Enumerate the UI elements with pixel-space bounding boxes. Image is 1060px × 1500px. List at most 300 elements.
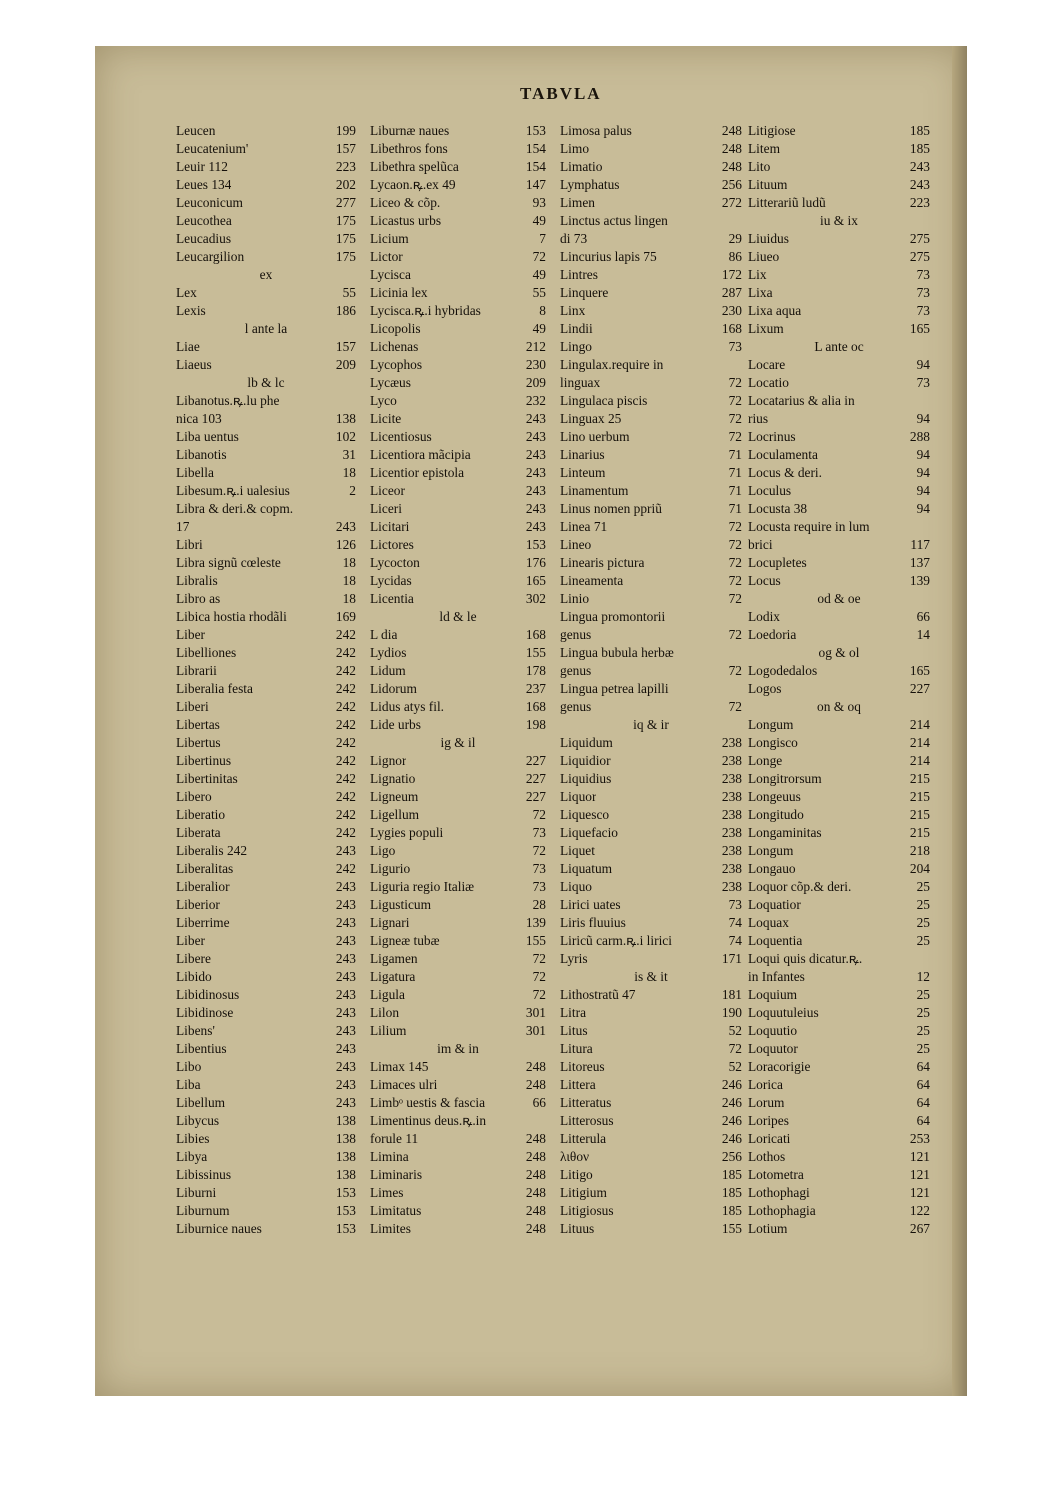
index-entry	[560, 392, 742, 410]
index-entry	[748, 374, 930, 392]
entry-page-number: 243	[525, 429, 546, 444]
entry-term: Libidinose	[176, 1005, 234, 1020]
entry-page-number: 153	[525, 123, 546, 138]
entry-page-number: 73	[916, 303, 930, 318]
entry-term: Libanotus.ꝶ.lu phe	[176, 393, 280, 408]
entry-term: Linus nomen ppriũ	[560, 501, 662, 516]
entry-page-number: 218	[909, 843, 930, 858]
index-entry	[176, 248, 356, 266]
index-column-4	[748, 122, 930, 1238]
entry-term: Lituum	[748, 177, 788, 192]
entry-term: Liceor	[370, 483, 405, 498]
entry-term: Libya	[176, 1149, 208, 1164]
index-entry	[748, 302, 930, 320]
index-entry	[176, 878, 356, 896]
index-entry	[370, 680, 546, 698]
entry-page-number: 72	[728, 429, 742, 444]
entry-page-number: 243	[909, 177, 930, 192]
entry-term: Loquax	[748, 915, 789, 930]
entry-term: Lycocton	[370, 555, 420, 570]
entry-term: Leucen	[176, 123, 216, 138]
entry-term: Lineo	[560, 537, 592, 552]
entry-page-number: 55	[342, 285, 356, 300]
index-entry	[748, 122, 930, 140]
entry-page-number: 242	[335, 735, 356, 750]
entry-term: Libelliones	[176, 645, 237, 660]
entry-term: Lyris	[560, 951, 588, 966]
entry-page-number: 243	[335, 1041, 356, 1056]
entry-term: Ligusticum	[370, 897, 431, 912]
index-entry	[176, 914, 356, 932]
entry-term: Lixa	[748, 285, 773, 300]
entry-page-number: 253	[909, 1131, 930, 1146]
entry-term: Linarius	[560, 447, 605, 462]
index-entry	[370, 140, 546, 158]
entry-term: Lignari	[370, 915, 410, 930]
entry-page-number: 230	[525, 357, 546, 372]
section-heading	[748, 698, 930, 716]
index-entry	[748, 1094, 930, 1112]
entry-page-number: 238	[721, 825, 742, 840]
entry-term: Lilon	[370, 1005, 400, 1020]
entry-page-number: 12	[916, 969, 930, 984]
entry-term: Libralis	[176, 573, 218, 588]
entry-term: Libentius	[176, 1041, 227, 1056]
entry-page-number: 72	[728, 411, 742, 426]
entry-term: Litigiose	[748, 123, 796, 138]
entry-term: Lycisca.ꝶ.i hybridas	[370, 303, 481, 318]
index-entry	[176, 698, 356, 716]
entry-term: Litteratus	[560, 1095, 612, 1110]
entry-term: Lingua promontorii	[560, 609, 666, 624]
index-entry	[560, 356, 742, 374]
entry-term: Lide urbs	[370, 717, 421, 732]
entry-term: Leucothea	[176, 213, 232, 228]
entry-term: Liba	[176, 1077, 201, 1092]
entry-term: Loquatior	[748, 897, 801, 912]
entry-term: Liberrime	[176, 915, 230, 930]
entry-term: Limbᵒ uestis & fascia	[370, 1095, 486, 1110]
entry-term: L ante oc	[814, 339, 864, 354]
entry-term: Liquefacio	[560, 825, 618, 840]
index-entry	[560, 266, 742, 284]
index-entry	[560, 140, 742, 158]
entry-page-number: 246	[721, 1113, 742, 1128]
entry-page-number: 168	[525, 699, 546, 714]
entry-term: Loracorigie	[748, 1059, 811, 1074]
entry-page-number: 256	[721, 177, 742, 192]
entry-page-number: 209	[525, 375, 546, 390]
entry-page-number: 71	[728, 501, 742, 516]
entry-page-number: 275	[909, 249, 930, 264]
index-entry	[748, 464, 930, 482]
entry-term: Liquidum	[560, 735, 613, 750]
entry-term: iu & ix	[820, 213, 858, 228]
entry-page-number: 248	[525, 1221, 546, 1236]
entry-term: og & ol	[818, 645, 860, 660]
entry-term: Lidum	[370, 663, 406, 678]
entry-term: Liguria regio Italiæ	[370, 879, 475, 894]
entry-term: Liberalitas	[176, 861, 234, 876]
entry-page-number: 248	[525, 1131, 546, 1146]
index-entry	[560, 986, 742, 1004]
entry-term: Licite	[370, 411, 402, 426]
index-entry	[370, 878, 546, 896]
entry-term: Liburnum	[176, 1203, 230, 1218]
entry-page-number: 243	[525, 447, 546, 462]
entry-page-number: 242	[335, 627, 356, 642]
index-entry	[748, 176, 930, 194]
index-column-3	[560, 122, 742, 1238]
index-entry	[176, 1076, 356, 1094]
entry-page-number: 138	[335, 1113, 356, 1128]
index-entry	[560, 1202, 742, 1220]
entry-page-number: 25	[916, 915, 930, 930]
index-entry	[560, 320, 742, 338]
entry-term: Libella	[176, 465, 214, 480]
index-entry	[748, 752, 930, 770]
entry-page-number: 72	[728, 519, 742, 534]
index-entry	[748, 284, 930, 302]
entry-page-number: 238	[721, 789, 742, 804]
entry-term: Locus & deri.	[748, 465, 823, 480]
entry-term: im & in	[437, 1041, 479, 1056]
index-entry	[560, 914, 742, 932]
entry-term: Lingulax.require in	[560, 357, 664, 372]
entry-term: Lixum	[748, 321, 784, 336]
entry-page-number: 256	[721, 1149, 742, 1164]
index-entry	[370, 1184, 546, 1202]
entry-page-number: 248	[525, 1077, 546, 1092]
index-entry	[176, 932, 356, 950]
entry-page-number: 238	[721, 771, 742, 786]
entry-term: Limitatus	[370, 1203, 422, 1218]
index-entry	[370, 788, 546, 806]
index-entry	[176, 752, 356, 770]
entry-page-number: 242	[335, 807, 356, 822]
index-entry	[370, 716, 546, 734]
entry-term: Libesum.ꝶ.i ualesius	[176, 483, 290, 498]
entry-page-number: 178	[525, 663, 546, 678]
index-entry	[176, 212, 356, 230]
entry-page-number: 185	[909, 141, 930, 156]
index-entry	[748, 482, 930, 500]
entry-page-number: 2	[349, 483, 356, 498]
entry-page-number: 227	[909, 681, 930, 696]
entry-term: Libies	[176, 1131, 210, 1146]
entry-page-number: 138	[335, 1149, 356, 1164]
entry-page-number: 243	[335, 951, 356, 966]
index-entry	[370, 1058, 546, 1076]
entry-page-number: 238	[721, 735, 742, 750]
entry-term: Litigium	[560, 1185, 607, 1200]
section-heading	[176, 320, 356, 338]
index-entry	[176, 410, 356, 428]
index-entry	[370, 284, 546, 302]
index-entry	[370, 338, 546, 356]
entry-page-number: 243	[335, 933, 356, 948]
entry-term: Loquutio	[748, 1023, 798, 1038]
index-entry	[748, 1184, 930, 1202]
index-entry	[560, 734, 742, 752]
entry-term: Lito	[748, 159, 771, 174]
index-entry	[176, 536, 356, 554]
index-entry	[748, 230, 930, 248]
index-entry	[748, 572, 930, 590]
index-entry	[176, 356, 356, 374]
index-entry	[176, 1004, 356, 1022]
entry-term: Libethros fons	[370, 141, 448, 156]
entry-page-number: 243	[335, 1023, 356, 1038]
index-entry	[370, 1094, 546, 1112]
entry-page-number: 7	[539, 231, 546, 246]
index-entry	[176, 950, 356, 968]
index-entry	[176, 158, 356, 176]
entry-term: Licitari	[370, 519, 410, 534]
index-entry	[560, 752, 742, 770]
index-entry	[176, 176, 356, 194]
index-entry	[748, 410, 930, 428]
index-entry	[370, 1112, 546, 1130]
entry-page-number: 277	[335, 195, 356, 210]
entry-term: Libere	[176, 951, 211, 966]
entry-page-number: 246	[721, 1131, 742, 1146]
entry-term: Lymphatus	[560, 177, 620, 192]
entry-term: is & it	[634, 969, 668, 984]
entry-term: Longeuus	[748, 789, 801, 804]
index-entry	[748, 806, 930, 824]
index-entry	[748, 536, 930, 554]
entry-page-number: 73	[728, 339, 742, 354]
entry-term: rius	[748, 411, 769, 426]
entry-term: Libens'	[176, 1023, 215, 1038]
index-entry	[370, 536, 546, 554]
index-entry	[748, 320, 930, 338]
index-entry	[748, 1166, 930, 1184]
index-entry	[370, 212, 546, 230]
entry-page-number: 243	[335, 897, 356, 912]
index-entry	[370, 428, 546, 446]
entry-page-number: 215	[909, 807, 930, 822]
entry-page-number: 73	[532, 825, 546, 840]
entry-page-number: 246	[721, 1095, 742, 1110]
index-entry	[560, 1184, 742, 1202]
index-entry	[370, 1166, 546, 1184]
index-entry	[560, 680, 742, 698]
index-entry	[748, 734, 930, 752]
entry-page-number: 248	[721, 159, 742, 174]
index-entry	[176, 590, 356, 608]
entry-term: lb & lc	[247, 375, 285, 390]
entry-page-number: 72	[532, 249, 546, 264]
entry-page-number: 242	[335, 681, 356, 696]
entry-term: Longitudo	[748, 807, 804, 822]
entry-term: Leucatenium'	[176, 141, 249, 156]
entry-page-number: 147	[525, 177, 546, 192]
index-entry	[560, 644, 742, 662]
index-entry	[560, 1130, 742, 1148]
index-entry	[748, 1202, 930, 1220]
index-entry	[176, 662, 356, 680]
index-entry	[176, 734, 356, 752]
entry-page-number: 243	[335, 987, 356, 1002]
entry-page-number: 214	[909, 735, 930, 750]
index-entry	[748, 878, 930, 896]
index-entry	[748, 1220, 930, 1238]
entry-page-number: 72	[728, 627, 742, 642]
index-entry	[176, 1040, 356, 1058]
entry-page-number: 190	[721, 1005, 742, 1020]
entry-page-number: 186	[335, 303, 356, 318]
entry-term: Lycaon.ꝶ.ex 49	[370, 177, 456, 192]
entry-term: ex	[259, 267, 273, 282]
index-entry	[748, 788, 930, 806]
entry-term: Lothophagia	[748, 1203, 816, 1218]
entry-page-number: 243	[335, 879, 356, 894]
entry-term: Longitrorsum	[748, 771, 822, 786]
index-entry	[748, 554, 930, 572]
index-entry	[370, 392, 546, 410]
entry-term: Lexis	[176, 303, 206, 318]
index-entry	[176, 446, 356, 464]
index-entry	[560, 554, 742, 572]
index-entry	[370, 842, 546, 860]
entry-term: Limatio	[560, 159, 603, 174]
entry-page-number: 237	[525, 681, 546, 696]
entry-term: Liquatum	[560, 861, 613, 876]
entry-term: Lincurius lapis 75	[560, 249, 657, 264]
index-entry	[370, 374, 546, 392]
section-heading	[370, 734, 546, 752]
index-entry	[560, 626, 742, 644]
entry-term: Liueo	[748, 249, 780, 264]
index-entry	[560, 1166, 742, 1184]
index-entry	[748, 932, 930, 950]
entry-term: Licinia lex	[370, 285, 428, 300]
entry-page-number: 86	[728, 249, 742, 264]
index-entry	[176, 1130, 356, 1148]
entry-term: nica 103	[176, 411, 222, 426]
entry-page-number: 94	[916, 411, 930, 426]
entry-page-number: 73	[916, 375, 930, 390]
entry-term: Libido	[176, 969, 212, 984]
entry-term: Lindii	[560, 321, 593, 336]
index-entry	[176, 986, 356, 1004]
entry-page-number: 275	[909, 231, 930, 246]
entry-term: Lituus	[560, 1221, 595, 1236]
entry-page-number: 73	[532, 861, 546, 876]
entry-term: Licentia	[370, 591, 414, 606]
entry-page-number: 175	[335, 231, 356, 246]
entry-page-number: 139	[909, 573, 930, 588]
entry-page-number: 301	[525, 1005, 546, 1020]
index-entry	[748, 428, 930, 446]
entry-term: on & oq	[817, 699, 861, 714]
entry-page-number: 248	[525, 1059, 546, 1074]
entry-page-number: 185	[721, 1185, 742, 1200]
entry-term: Liburnæ naues	[370, 123, 450, 138]
entry-term: Lyco	[370, 393, 397, 408]
entry-term: Lingo	[560, 339, 592, 354]
entry-term: Limo	[560, 141, 590, 156]
entry-term: Libidinosus	[176, 987, 240, 1002]
entry-page-number: 25	[916, 933, 930, 948]
entry-term: Liquor	[560, 789, 597, 804]
index-entry	[176, 500, 356, 518]
entry-page-number: 153	[335, 1185, 356, 1200]
index-entry	[560, 860, 742, 878]
index-entry	[176, 122, 356, 140]
entry-page-number: 171	[721, 951, 742, 966]
index-entry	[560, 1040, 742, 1058]
entry-term: Liaeus	[176, 357, 212, 372]
index-entry	[370, 572, 546, 590]
entry-term: Loquutuleius	[748, 1005, 819, 1020]
index-entry	[176, 230, 356, 248]
entry-page-number: 73	[728, 897, 742, 912]
entry-page-number: 243	[525, 519, 546, 534]
index-entry	[560, 788, 742, 806]
index-entry	[176, 788, 356, 806]
index-entry	[370, 482, 546, 500]
entry-term: Ligula	[370, 987, 405, 1002]
entry-term: Lothophagi	[748, 1185, 810, 1200]
entry-term: Litterariũ ludũ	[748, 195, 826, 210]
entry-page-number: 117	[910, 537, 930, 552]
entry-term: Loquor cõp.& deri.	[748, 879, 852, 894]
entry-page-number: 72	[532, 843, 546, 858]
entry-page-number: 175	[335, 213, 356, 228]
entry-term: Limina	[370, 1149, 409, 1164]
entry-term: Liberalior	[176, 879, 230, 894]
entry-term: Liminaris	[370, 1167, 423, 1182]
entry-page-number: 181	[721, 987, 742, 1002]
index-entry	[370, 1202, 546, 1220]
entry-page-number: 246	[721, 1077, 742, 1092]
entry-page-number: 126	[335, 537, 356, 552]
entry-page-number: 138	[335, 1167, 356, 1182]
index-entry	[560, 230, 742, 248]
entry-term: Libero	[176, 789, 212, 804]
entry-page-number: 168	[525, 627, 546, 642]
index-entry	[560, 194, 742, 212]
entry-term: Ligamen	[370, 951, 418, 966]
entry-term: Libissinus	[176, 1167, 232, 1182]
entry-page-number: 122	[909, 1203, 930, 1218]
entry-page-number: 243	[335, 1059, 356, 1074]
index-entry	[370, 176, 546, 194]
entry-page-number: 66	[916, 609, 930, 624]
index-entry	[176, 1220, 356, 1238]
index-entry	[748, 248, 930, 266]
index-entry	[176, 518, 356, 536]
entry-term: genus	[560, 663, 592, 678]
index-entry	[748, 680, 930, 698]
entry-term: Loquentia	[748, 933, 803, 948]
page-edge	[952, 46, 967, 1396]
index-entry	[748, 662, 930, 680]
entry-page-number: 242	[335, 825, 356, 840]
entry-page-number: 52	[728, 1059, 742, 1074]
entry-term: Limites	[370, 1221, 411, 1236]
entry-page-number: 243	[335, 843, 356, 858]
entry-term: Leues 134	[176, 177, 232, 192]
index-entry	[176, 572, 356, 590]
entry-page-number: 72	[728, 375, 742, 390]
entry-page-number: 242	[335, 789, 356, 804]
entry-page-number: 243	[525, 411, 546, 426]
entry-page-number: 243	[525, 465, 546, 480]
